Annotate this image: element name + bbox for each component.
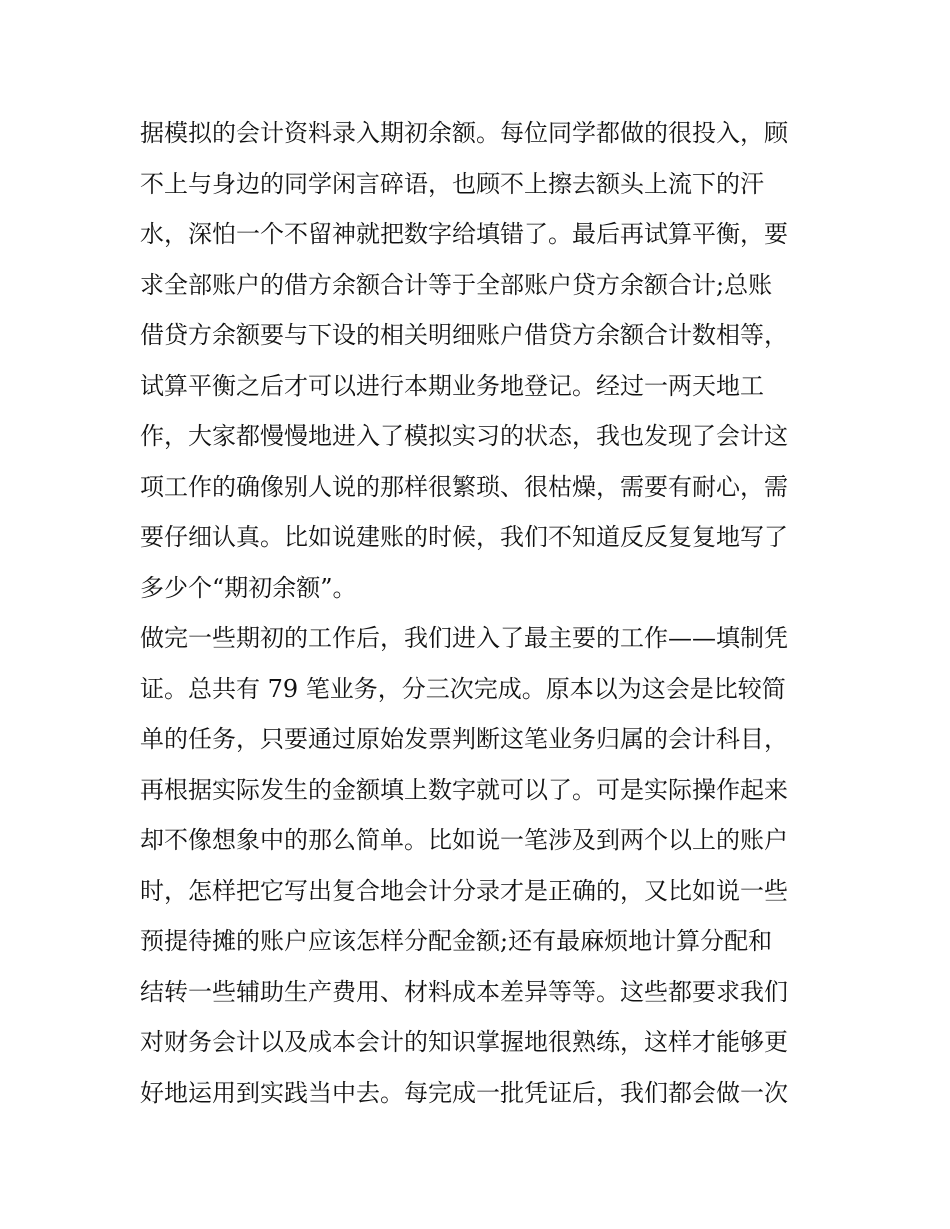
text-line: 项工作的确像别人说的那样很繁琐、很枯燥，需要有耐心，需 — [140, 472, 788, 501]
text-line: 再根据实际发生的金额填上数字就可以了。可是实际操作起来 — [140, 775, 788, 804]
text-line: 求全部账户的借方余额合计等于全部账户贷方余额合计;总账 — [140, 270, 773, 299]
text-line: 多少个“期初余额”。 — [140, 573, 357, 602]
text-line: 试算平衡之后才可以进行本期业务地登记。经过一两天地工 — [140, 371, 764, 400]
text-line: 预提待摊的账户应该怎样分配金额;还有最麻烦地计算分配和 — [140, 927, 773, 955]
text-line: 水，深怕一个不留神就把数字给填错了。最后再试算平衡，要 — [140, 220, 788, 248]
paragraph-2 — [140, 613, 820, 1118]
text-line: 要仔细认真。比如说建账的时候，我们不知道反反复复地写了 — [140, 523, 788, 551]
text-line: 作，大家都慢慢地进入了模拟实习的状态，我也发现了会计这 — [140, 422, 788, 450]
text-line: 做完一些期初的工作后，我们进入了最主要的工作——填制凭 — [140, 624, 788, 652]
text-line: 证。总共有 79 笔业务，分三次完成。原本以为这会是比较简 — [140, 674, 786, 703]
text-line: 借贷方余额要与下设的相关明细账户借贷方余额合计数相等， — [140, 321, 788, 349]
text-line: 时，怎样把它写出复合地会计分录才是正确的，又比如说一些 — [140, 876, 788, 905]
text-line: 对财务会计以及成本会计的知识掌握地很熟练，这样才能够更 — [140, 1028, 788, 1056]
text-line: 不上与身边的同学闲言碎语，也顾不上擦去额头上流下的汗 — [140, 169, 764, 198]
document-body — [140, 108, 820, 1118]
paragraph-1 — [140, 108, 820, 613]
text-line: 好地运用到实践当中去。每完成一批凭证后，我们都会做一次 — [140, 1078, 788, 1107]
text-line: 结转一些辅助生产费用、材料成本差异等等。这些都要求我们 — [140, 977, 788, 1006]
text-line: 单的任务，只要通过原始发票判断这笔业务归属的会计科目， — [140, 725, 788, 753]
text-line: 却不像想象中的那么简单。比如说一笔涉及到两个以上的账户 — [140, 826, 788, 854]
text-line: 据模拟的会计资料录入期初余额。每位同学都做的很投入，顾 — [140, 119, 788, 147]
